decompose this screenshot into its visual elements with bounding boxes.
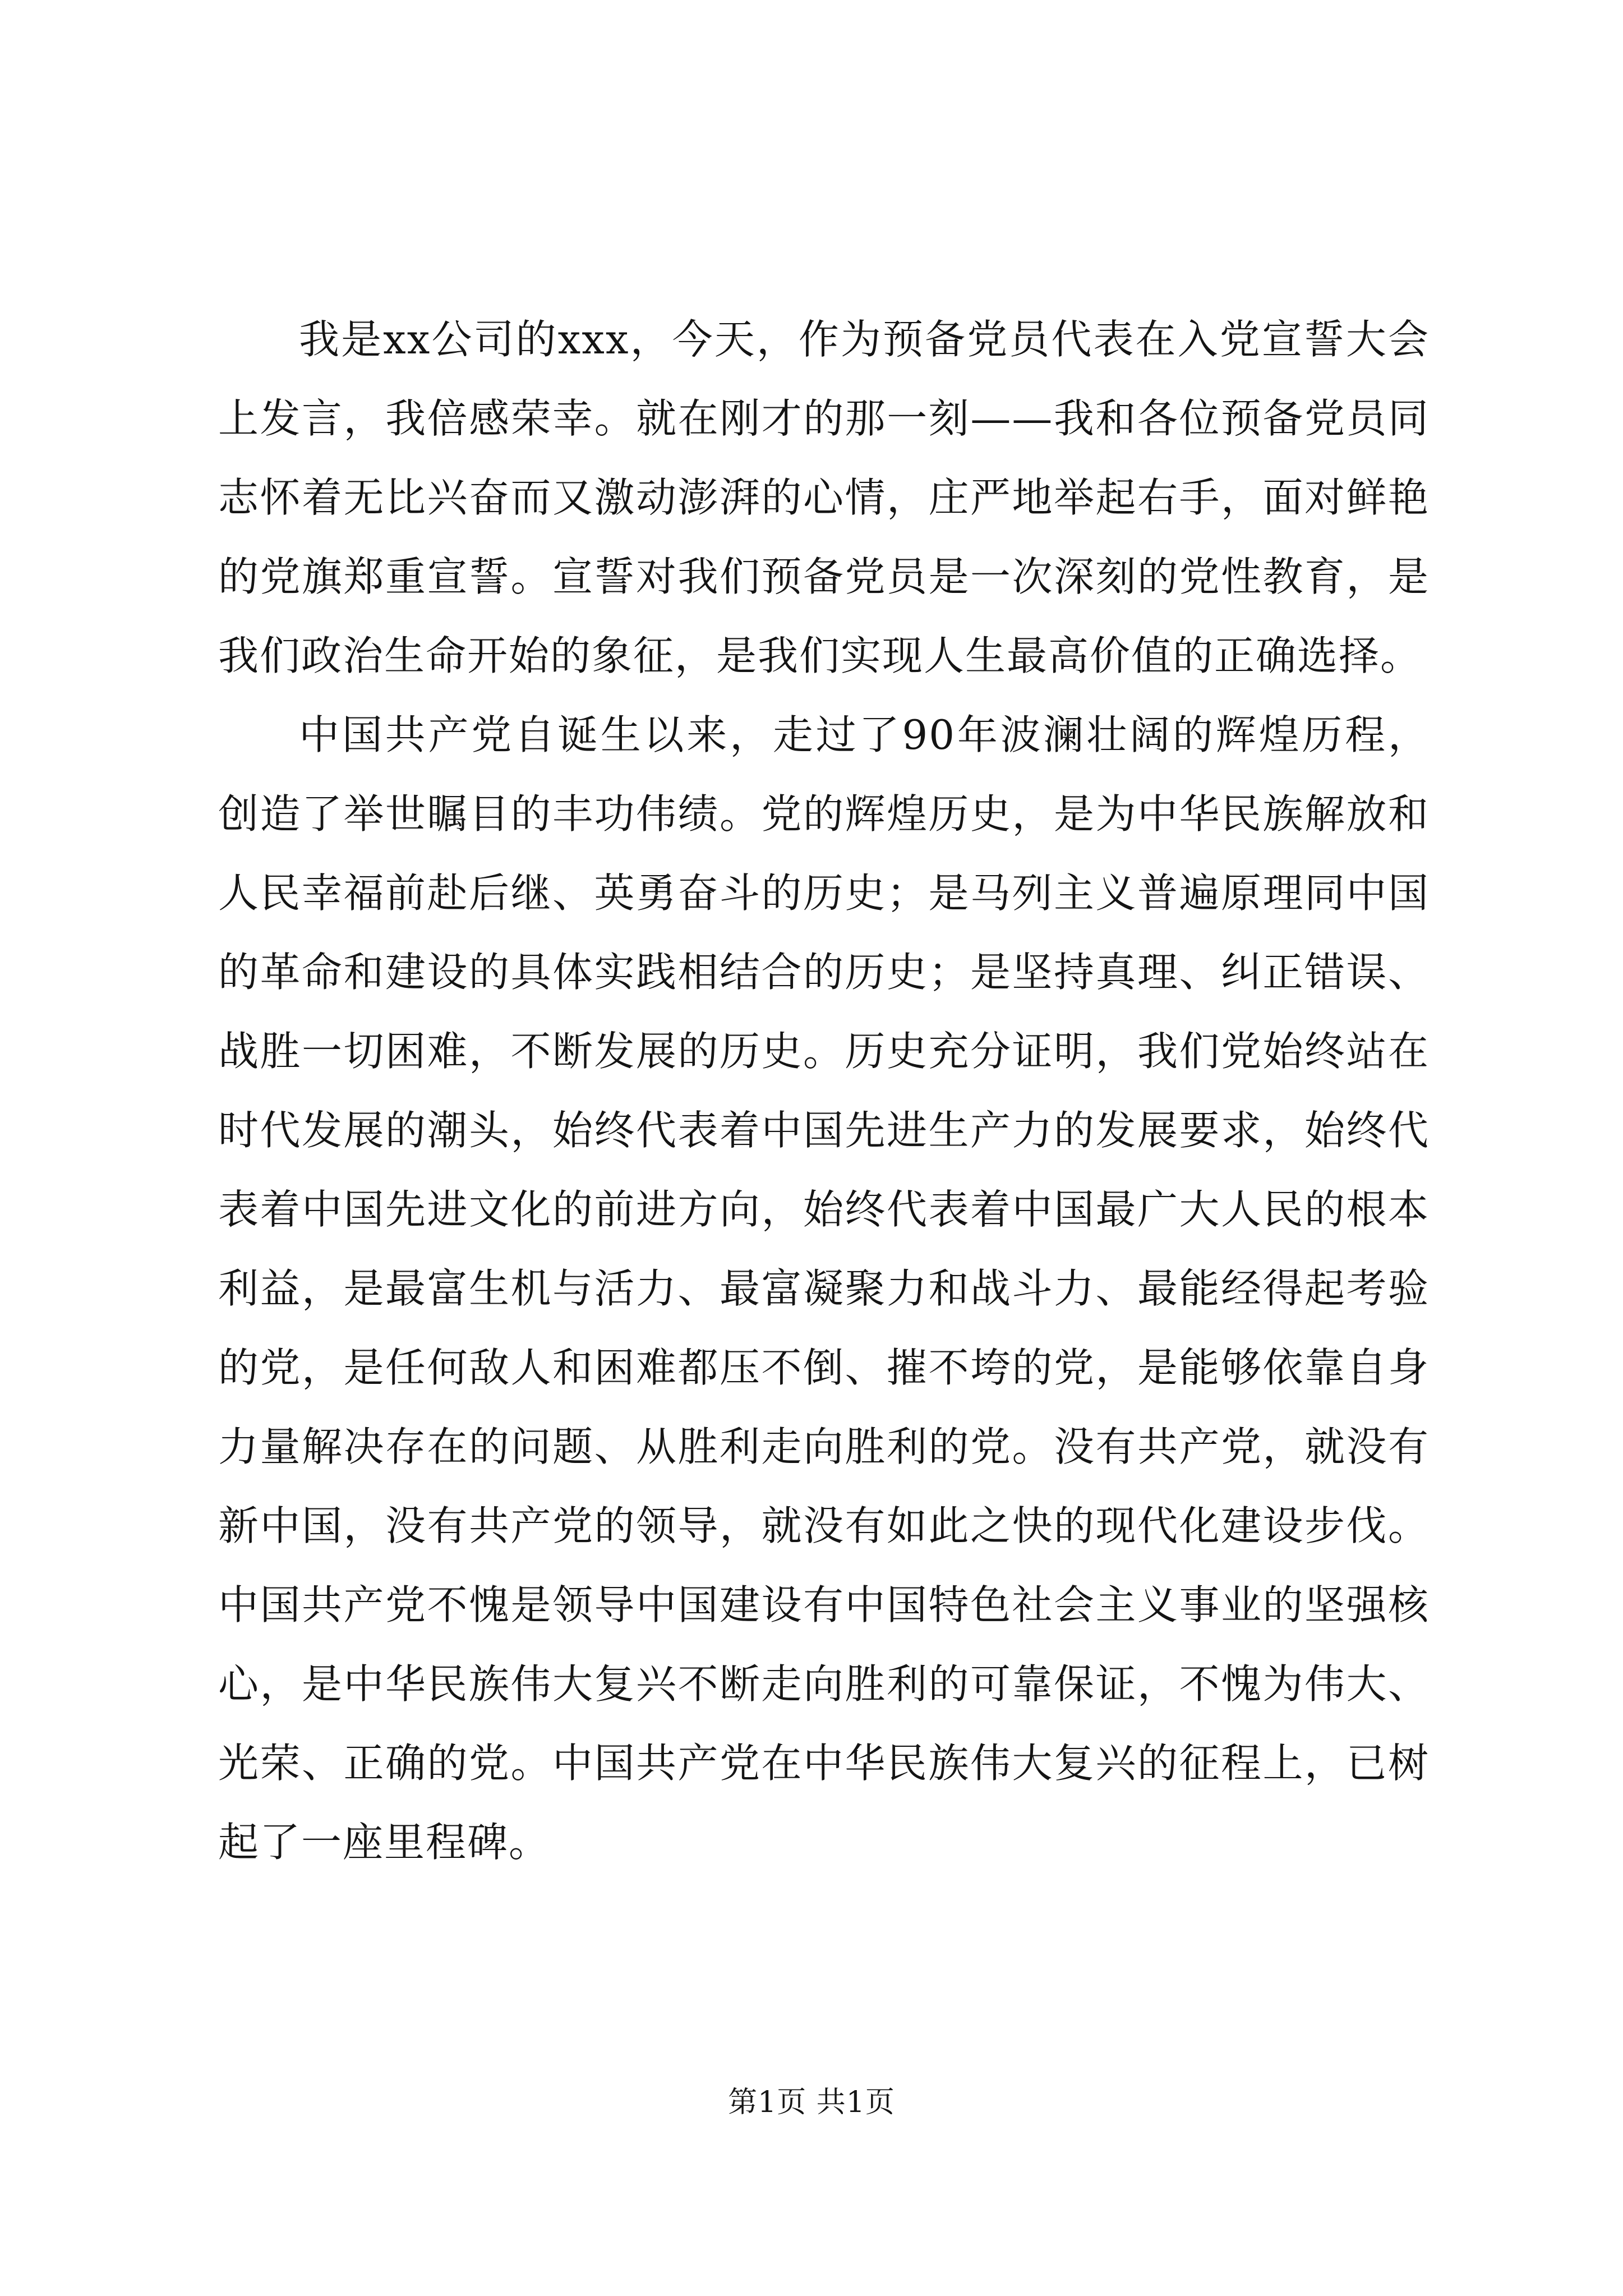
document-body bbox=[218, 300, 1430, 1882]
page-footer: 第1页 共1页 bbox=[728, 2086, 895, 2119]
paragraph-party-history: 中国共产党自诞生以来，走过了90年波澜壮阔的辉煌历程，创造了举世瞩目的丰功伟绩。党的辉煌历史，是为中华民族解放和人民幸福前赴后继、英勇奋斗的历史；是马列主义普遍原理同中国的革命和建设的具体实践相结合的历史；是坚持真理、纠正错误、战胜一切困难，不断发展的历史。历史充分证明，我们党始终站在时代发展的潮头，始终代表着中国先进生产力的发展要求，始终代表着中国先进文化的前进方向，始终代表着中国最广大人民的根本利益，是最富生机与活力、最富凝聚力和战斗力、最能经得起考验的党，是任何敌人和困难都压不倒、摧不垮的党，是能够依靠自身力量解决存在的问题、从胜利走向胜利的党。没有共产党，就没有新中国，没有共产党的领导，就没有如此之快的现代化建设步伐。中国共产党不愧是领导中国建设有中国特色社会主义事业的坚强核心，是中华民族伟大复兴不断走向胜利的可靠保证，不愧为伟大、光荣、正确的党。中国共产党在中华民族伟大复兴的征程上，已树起了一座里程碑。 bbox=[218, 711, 1430, 1866]
paragraph-intro: 我是xx公司的xxx，今天，作为预备党员代表在入党宣誓大会上发言，我倍感荣幸。就在刚才的那一刻——我和各位预备党员同志怀着无比兴奋而又激动澎湃的心情，庄严地举起右手，面对鲜艳的党旗郑重宣誓。宣誓对我们预备党员是一次深刻的党性教育，是我们政治生命开始的象征，是我们实现人生最高价值的正确选择。 bbox=[218, 316, 1430, 679]
